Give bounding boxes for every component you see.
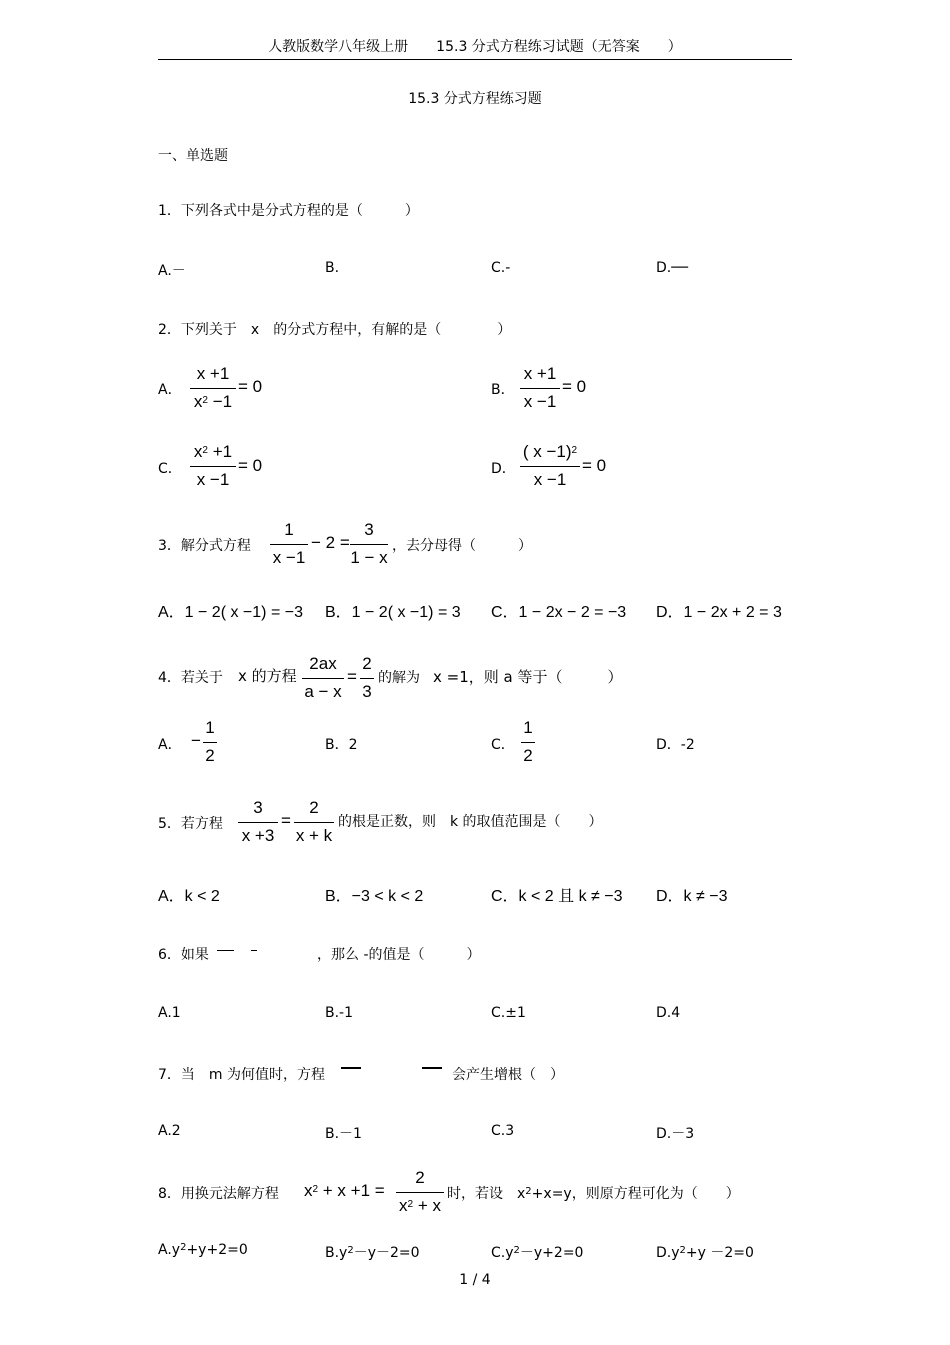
fraction-denominator: $x^2 -1$: [193, 392, 233, 411]
fraction-denominator: x +3: [241, 826, 275, 845]
q4-middle: 的解为: [378, 670, 420, 686]
q3-stem: 3．解分式方程: [158, 538, 251, 554]
fraction-denominator: 3: [362, 682, 372, 701]
q5-option-a: A．k < 2: [158, 888, 220, 905]
q1-option-d: D.──: [656, 260, 689, 276]
fraction-numerator: ( x −1)$^2$: [522, 442, 578, 461]
q3-option-c: C．1 − 2x − 2 = −3: [491, 604, 627, 621]
fraction-numerator: 2: [415, 1168, 425, 1187]
fraction-denominator: x −1: [272, 548, 306, 567]
q8-option-c: $C.y^2-y+2=0$: [491, 1245, 584, 1261]
page-header: 人教版数学八年级上册 15.3 分式方程练习试题（无答案 ）: [268, 39, 682, 55]
fraction-numerator: 3: [253, 798, 263, 817]
q4-variable: x 的方程: [238, 667, 297, 685]
q1-option-b: B.: [325, 260, 340, 276]
fraction-numerator: 2: [362, 654, 372, 673]
q6-minus-mark: [251, 950, 257, 951]
q3-tail: ，去分母得（ ）: [392, 538, 532, 554]
q5-equals: =: [281, 811, 291, 830]
fraction-numerator: x +1: [196, 364, 230, 383]
q3-middle: − 2 =: [311, 533, 350, 552]
fraction-denominator: 1 − x: [350, 548, 388, 567]
q8-lhs: $x^2 + x +1$ =: [304, 1181, 385, 1200]
q7-option-c: C.3: [491, 1123, 515, 1139]
q8-option-a: $A.y^2+y+2=0$: [158, 1242, 248, 1258]
q3-option-b: B．1 − 2( x −1) = 3: [325, 604, 461, 621]
q4-solution: x =1，则 a 等于（ ）: [433, 668, 623, 686]
q4-equals: =: [347, 667, 357, 686]
section-heading: 一、单选题: [158, 148, 228, 164]
q2-option-c-rhs: = 0: [238, 456, 263, 475]
fraction-bar: [203, 742, 217, 743]
q8-stem-a: 8．用换元法解方程: [158, 1186, 279, 1202]
q7-stem-b: 会产生增根（ ）: [452, 1067, 564, 1083]
q6-option-c: C.±1: [491, 1005, 526, 1021]
fraction-numerator: 1: [205, 718, 215, 737]
fraction-numerator: 1: [523, 718, 533, 737]
q3-option-a: A．1 − 2( x −1) = −3: [158, 604, 303, 621]
q2-option-a-label: A．: [158, 382, 182, 398]
q8-stem-b: 时，若设 $x^2+x=y$，则原方程可化为（ ）: [447, 1186, 740, 1202]
q2-option-c-label: C．: [158, 461, 182, 477]
q7-stem-a: 7．当 m 为何值时，方程: [158, 1067, 325, 1083]
q5-stem-a: 5．若方程: [158, 816, 223, 832]
document-title: 15.3 分式方程练习题: [408, 91, 542, 107]
q4-stem-a: 4．若关于: [158, 670, 223, 686]
fraction-bar: [270, 544, 308, 545]
q6-option-a: A.1: [158, 1005, 181, 1021]
fraction-denominator: x + k: [295, 826, 333, 845]
q4-option-a-sign: −: [191, 731, 201, 750]
fraction-bar: [238, 822, 278, 823]
q4-option-b: B．2: [325, 737, 358, 753]
q3-option-d: D．1 − 2x + 2 = 3: [656, 604, 782, 621]
q2-option-a-rhs: = 0: [238, 377, 263, 396]
fraction-denominator: x −1: [523, 392, 557, 411]
q8-option-b: $B.y^2-y-2=0$: [325, 1245, 420, 1261]
fraction-denominator: 2: [523, 746, 533, 765]
q4-option-a-label: A．: [158, 737, 182, 753]
page-number: 1 / 4: [459, 1272, 491, 1288]
q5-option-d: D．k ≠ −3: [656, 888, 728, 905]
fraction-bar: [190, 388, 236, 389]
q4-option-d: D．-2: [656, 737, 695, 753]
fraction-bar: [360, 678, 374, 679]
q2-option-b-rhs: = 0: [562, 377, 587, 396]
q6-option-b: B.-1: [325, 1005, 354, 1021]
fraction-numerator: 3: [364, 520, 374, 539]
fraction-bar: [521, 742, 535, 743]
fraction-numerator: 2: [309, 798, 319, 817]
fraction-denominator: x −1: [196, 470, 230, 489]
q1-option-c: C.-: [491, 260, 511, 276]
fraction-denominator: a − x: [304, 682, 342, 701]
header-rule: [158, 59, 792, 60]
fraction-numerator: 2ax: [309, 654, 337, 673]
q2-option-d-rhs: = 0: [582, 456, 607, 475]
q2-option-b-label: B．: [491, 382, 515, 398]
q6-fraction-bar: [217, 950, 234, 951]
fraction-bar: [190, 466, 236, 467]
q4-option-c-label: C．: [491, 737, 515, 753]
fraction-numerator: $x^2 +1$: [193, 442, 233, 461]
q2-stem: 2．下列关于 x 的分式方程中，有解的是（ ）: [158, 322, 512, 338]
q7-fraction-bar-left: [341, 1067, 361, 1069]
fraction-denominator: 2: [205, 746, 215, 765]
q7-option-d: D.－3: [656, 1126, 695, 1142]
fraction-numerator: x +1: [523, 364, 557, 383]
q6-stem-a: 6．如果: [158, 947, 209, 963]
fraction-bar: [302, 678, 344, 679]
q5-option-c: C．k < 2 且 k ≠ −3: [491, 888, 623, 905]
q7-fraction-bar-right: [422, 1067, 442, 1069]
fraction-denominator: x −1: [533, 470, 567, 489]
fraction-bar: [350, 544, 388, 545]
fraction-bar: [520, 388, 560, 389]
q5-option-b: B．−3 < k < 2: [325, 888, 424, 905]
q7-option-b: B.－1: [325, 1126, 362, 1142]
fraction-bar: [520, 466, 580, 467]
q7-option-a: A.2: [158, 1123, 181, 1139]
q2-option-d-label: D．: [491, 461, 516, 477]
q1-stem: 1．下列各式中是分式方程的是（ ）: [158, 203, 419, 219]
q1-option-a: A.－: [158, 263, 186, 279]
q8-option-d: $D.y^2+y -2=0$: [656, 1245, 754, 1261]
fraction-numerator: 1: [284, 520, 294, 539]
fraction-bar: [294, 822, 334, 823]
fraction-denominator: $x^2 + x$: [399, 1196, 441, 1215]
q6-stem-b: ，那么 -的值是（ ）: [317, 947, 481, 963]
fraction-bar: [396, 1192, 444, 1193]
q6-option-d: D.4: [656, 1005, 681, 1021]
q5-tail: 的根是正数，则 k 的取值范围是（ ）: [338, 814, 603, 830]
